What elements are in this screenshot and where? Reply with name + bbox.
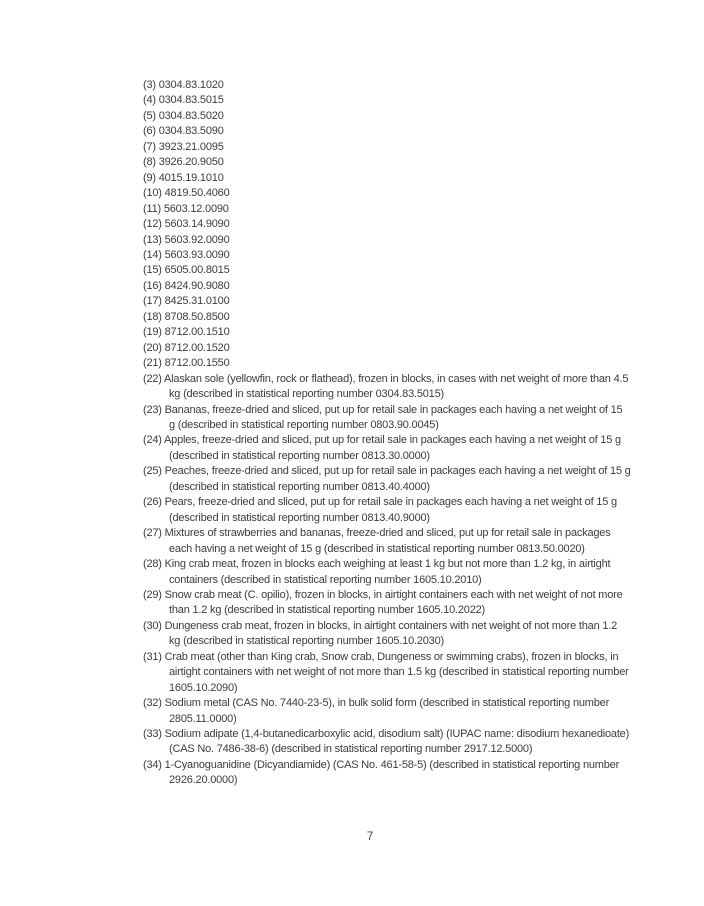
item-number: (9) (143, 171, 156, 184)
list-item (143, 155, 631, 170)
list-item (143, 372, 631, 403)
list-item (143, 464, 631, 495)
list-item (143, 263, 631, 278)
item-text: Sodium metal (CAS No. 7440-23-5), in bulk solid form (described in statistical reporting number 2805.11.0000) (164, 697, 610, 725)
item-number: (27) (143, 527, 162, 540)
list-item (143, 109, 631, 124)
item-text: King crab meat, frozen in blocks each weighing at least 1 kg but not more than 1.2 kg, in airtight containers (described in statistical reporting number 1605.10.2010) (164, 558, 611, 586)
item-number: (7) (143, 140, 156, 153)
item-text: Peaches, freeze-dried and sliced, put up for retail sale in packages each having a net weight of 15 g (described in statistical reporting number 0813.40.4000) (164, 465, 631, 493)
item-text: Pears, freeze-dried and sliced, put up for retail sale in packages each having a net weight of 15 g (described in statistical reporting number 0813.40.9000) (164, 496, 617, 524)
item-text: 8712.00.1520 (164, 341, 230, 354)
item-text: 6505.00.8015 (164, 264, 230, 277)
item-text: 0304.83.5090 (158, 125, 224, 138)
item-text: 1-Cyanoguanidine (Dicyandiamide) (CAS No. 461-58-5) (described in statistical reporting number 2926.20.0000) (164, 758, 620, 787)
list-item (143, 696, 631, 727)
list-item (143, 433, 631, 464)
item-text: 8424.90.9080 (164, 279, 230, 292)
item-text: 8425.31.0100 (164, 295, 230, 308)
item-number: (15) (143, 264, 162, 277)
item-number: (33) (143, 728, 162, 741)
list-item (143, 310, 631, 325)
list-item (143, 727, 631, 758)
list-item (143, 248, 631, 263)
item-text: 8708.50.8500 (164, 310, 230, 323)
item-number: (18) (143, 310, 162, 323)
item-number: (6) (143, 125, 156, 138)
list-item (143, 758, 631, 789)
item-text: Bananas, freeze-dried and sliced, put up for retail sale in packages each having a net weight of 15 g (described in statistical reporting number 0803.90.0045) (164, 403, 623, 431)
list-item (143, 650, 631, 696)
list-item (143, 403, 631, 434)
item-text: 5603.93.0090 (164, 248, 230, 261)
item-text: 3923.21.0095 (158, 140, 224, 153)
item-number: (17) (143, 295, 162, 308)
item-text: Crab meat (other than King crab, Snow crab, Dungeness or swimming crabs), frozen in blocks, in airtight containers with net weight of not more than 1.5 kg (described in statistical reporting number 1605.10.2090) (164, 650, 629, 694)
list-item (143, 341, 631, 356)
list-item (143, 325, 631, 340)
item-number: (23) (143, 403, 162, 416)
list-item (143, 124, 631, 139)
item-number: (24) (143, 434, 162, 447)
item-number: (31) (143, 650, 162, 663)
item-number: (5) (143, 109, 156, 122)
hts-exclusion-list (143, 78, 631, 789)
item-number: (25) (143, 465, 162, 478)
list-item (143, 140, 631, 155)
item-text: Apples, freeze-dried and sliced, put up for retail sale in packages each having a net weight of 15 g (described in statistical reporting number 0813.30.0000) (164, 434, 621, 462)
item-text: 4819.50.4060 (164, 187, 230, 200)
list-item (143, 78, 631, 93)
item-number: (34) (143, 758, 162, 771)
item-number: (14) (143, 248, 162, 261)
item-text: 8712.00.1510 (164, 326, 230, 339)
list-item (143, 495, 631, 526)
item-text: Sodium adipate (1,4-butanedicarboxylic acid, disodium salt) (IUPAC name: disodium hexanedioate) (CAS No. 7486-38-6) (described in statistical reporting number 2917.12.5000) (164, 728, 630, 756)
item-number: (22) (143, 372, 162, 385)
item-text: 0304.83.1020 (158, 79, 224, 91)
item-text: Alaskan sole (yellowfin, rock or flathead), frozen in blocks, in cases with net weight of more than 4.5 kg (described in statistical reporting number 0304.83.5015) (164, 372, 629, 401)
list-item (143, 171, 631, 186)
item-text: Dungeness crab meat, frozen in blocks, in airtight containers with net weight of not more than 1.2 kg (described in statistical reporting number 1605.10.2030) (164, 619, 618, 648)
item-number: (20) (143, 341, 162, 354)
item-text: Snow crab meat (C. opilio), frozen in blocks, in airtight containers each with net weight of not more than 1.2 kg (described in statistical reporting number 1605.10.2022) (164, 588, 623, 617)
item-number: (26) (143, 496, 162, 509)
list-item (143, 186, 631, 201)
item-text: 5603.12.0090 (163, 202, 229, 215)
list-item (143, 619, 631, 650)
item-number: (30) (143, 619, 162, 632)
list-item (143, 202, 631, 217)
list-item (143, 279, 631, 294)
item-number: (28) (143, 558, 162, 571)
item-text: 5603.92.0090 (164, 233, 230, 246)
page-number: 7 (366, 831, 374, 843)
item-text: 0304.83.5015 (158, 94, 224, 107)
item-text: 5603.14.9090 (164, 218, 230, 231)
item-number: (12) (143, 218, 162, 231)
item-number: (10) (143, 187, 162, 200)
item-number: (3) (143, 79, 156, 91)
list-item (143, 233, 631, 248)
item-number: (16) (143, 279, 162, 292)
list-item (143, 588, 631, 619)
item-number: (8) (143, 156, 156, 169)
list-item (143, 557, 631, 588)
list-item (143, 356, 631, 371)
item-text: 3926.20.9050 (158, 156, 224, 169)
list-item (143, 93, 631, 108)
item-number: (29) (143, 588, 162, 601)
item-number: (19) (143, 326, 162, 339)
item-text: 4015.19.1010 (158, 171, 224, 184)
item-number: (13) (143, 233, 162, 246)
list-item (143, 294, 631, 309)
item-text: 0304.83.5020 (158, 109, 224, 122)
item-text: Mixtures of strawberries and bananas, freeze-dried and sliced, put up for retail sale in packages each having a net weight of 15 g (described in statistical reporting number 0813.50.0020) (164, 527, 611, 555)
list-item (143, 217, 631, 232)
item-number: (4) (143, 94, 156, 107)
item-number: (11) (143, 202, 161, 215)
list-item (143, 526, 631, 557)
item-number: (32) (143, 697, 162, 710)
item-text: 8712.00.1550 (164, 357, 230, 370)
item-number: (21) (143, 357, 162, 370)
